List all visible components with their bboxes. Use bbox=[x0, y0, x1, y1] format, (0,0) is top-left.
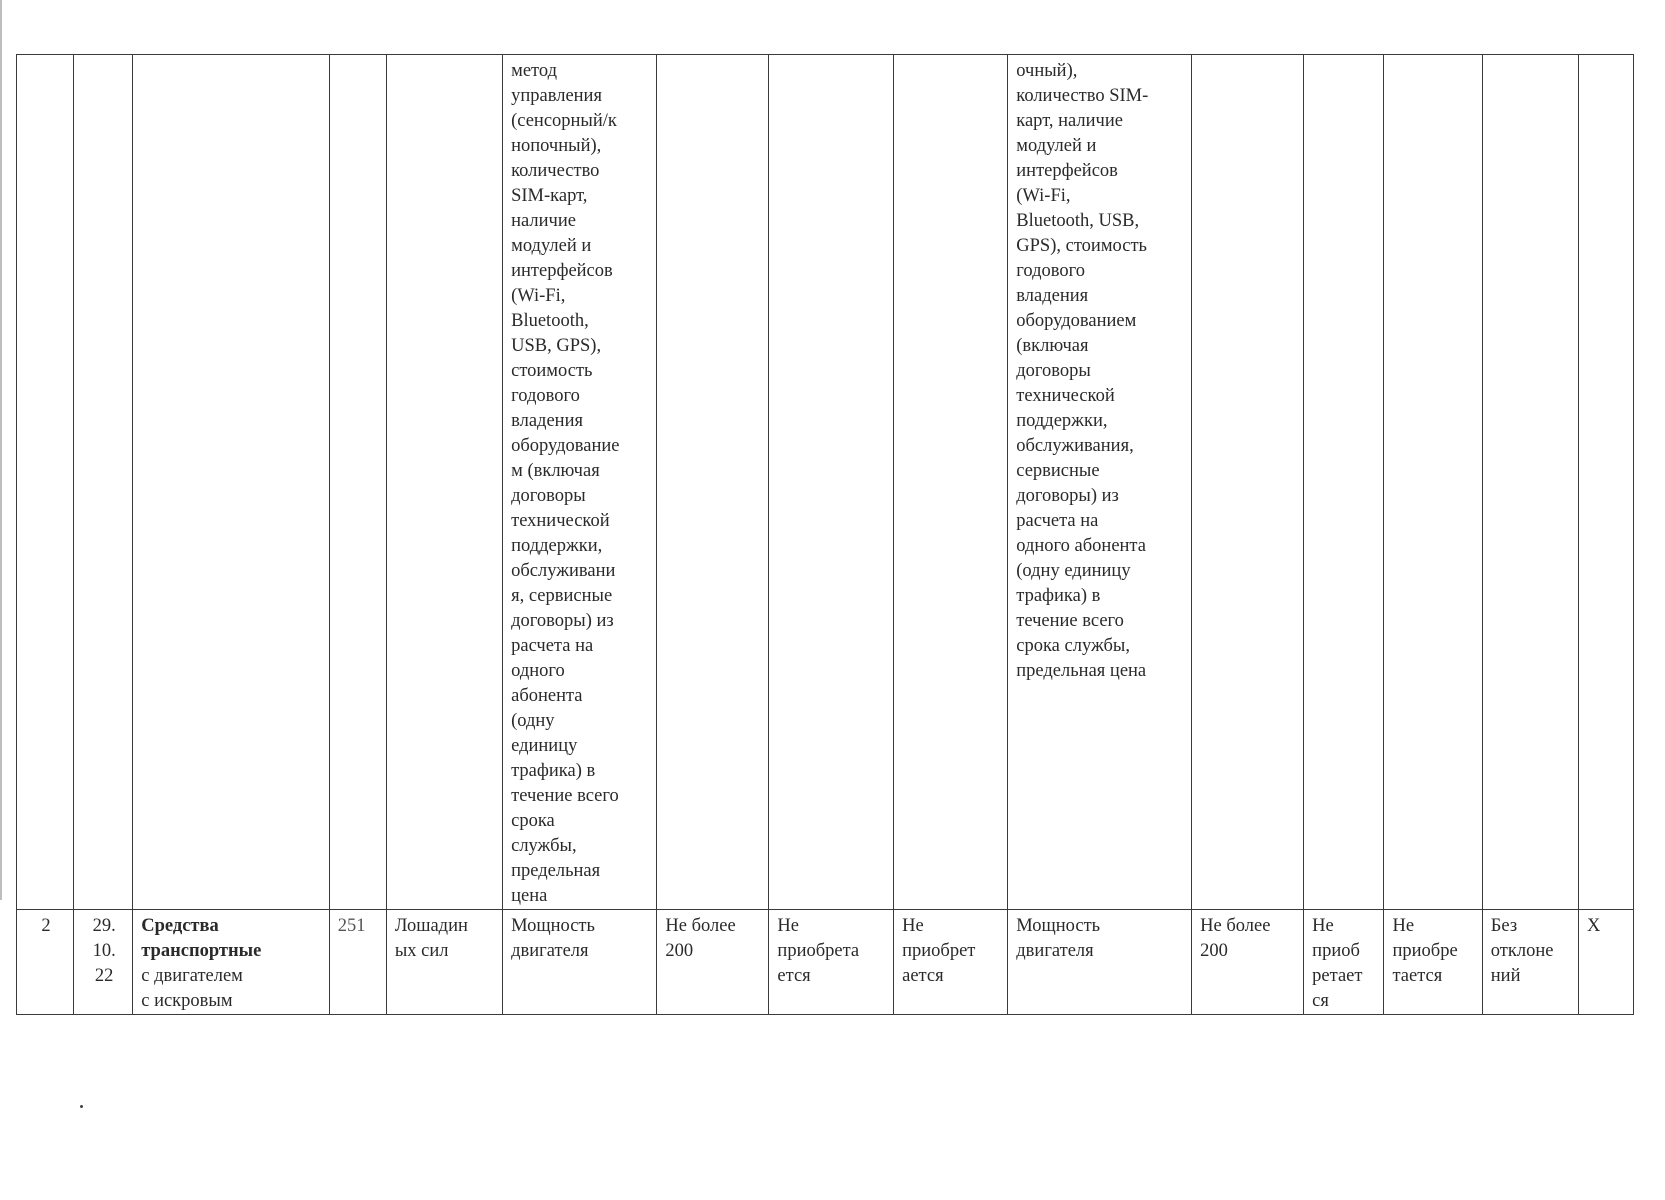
scan-edge bbox=[0, 0, 2, 900]
item-name-rest: с двигателем с искровым bbox=[141, 966, 243, 1011]
cell-unit-code: 251 bbox=[329, 910, 386, 1015]
cell-name bbox=[133, 910, 330, 1015]
cell-number: 2 bbox=[17, 910, 74, 1015]
cell-mark bbox=[1578, 55, 1633, 910]
cell-value: Не более 200 bbox=[657, 910, 769, 1015]
cell-function-2: Не приобре тается bbox=[1384, 910, 1482, 1015]
cell-justification-2 bbox=[1304, 55, 1384, 910]
cell-number bbox=[17, 55, 74, 910]
cell-name bbox=[133, 55, 330, 910]
cell-value-2: Не более 200 bbox=[1192, 910, 1304, 1015]
cell-function bbox=[894, 55, 1008, 910]
cell-code: 29. 10. 22 bbox=[74, 910, 133, 1015]
cell-value-2 bbox=[1192, 55, 1304, 910]
cell-characteristic: Мощность двигателя bbox=[503, 910, 657, 1015]
scan-speck bbox=[80, 1105, 83, 1108]
cell-characteristic-2: Мощность двигателя bbox=[1008, 910, 1192, 1015]
cell-deviation: Без отклоне ний bbox=[1482, 910, 1578, 1015]
requirements-table bbox=[16, 54, 1634, 1015]
cell-justification-2: Не приоб ретает ся bbox=[1304, 910, 1384, 1015]
cell-value bbox=[657, 55, 769, 910]
table-row-continuation bbox=[17, 55, 1634, 910]
cell-mark: X bbox=[1578, 910, 1633, 1015]
cell-unit-name: Лошадин ых сил bbox=[386, 910, 502, 1015]
cell-function: Не приобрет ается bbox=[894, 910, 1008, 1015]
cell-code bbox=[74, 55, 133, 910]
cell-characteristic-text: метод управления (сенсорный/к нопочный), количество SIM-карт, наличие модулей и интерфейсов (Wi-Fi, Bluetooth, USB, GPS), стоимость годового владения оборудование м (включая договоры технической поддержки, обслуживани я, сервисные договоры) из расчета на одного абонента (одну единицу трафика) в течение всего срока службы, предельная цена bbox=[503, 55, 657, 910]
table-row-vehicles bbox=[17, 910, 1634, 1015]
cell-unit-code bbox=[329, 55, 386, 910]
cell-characteristic-text-2: очный), количество SIM- карт, наличие модулей и интерфейсов (Wi-Fi, Bluetooth, USB, GPS), стоимость годового владения оборудованием (включая договоры технической поддержки, обслуживания, сервисные договоры) из расчета на одного абонента (одну единицу трафика) в течение всего срока службы, предельная цена bbox=[1008, 55, 1192, 910]
cell-function-2 bbox=[1384, 55, 1482, 910]
cell-unit-name bbox=[386, 55, 502, 910]
item-name-bold: Средства транспортные bbox=[141, 916, 262, 961]
cell-deviation bbox=[1482, 55, 1578, 910]
cell-justification: Не приобрета ется bbox=[769, 910, 894, 1015]
cell-justification bbox=[769, 55, 894, 910]
